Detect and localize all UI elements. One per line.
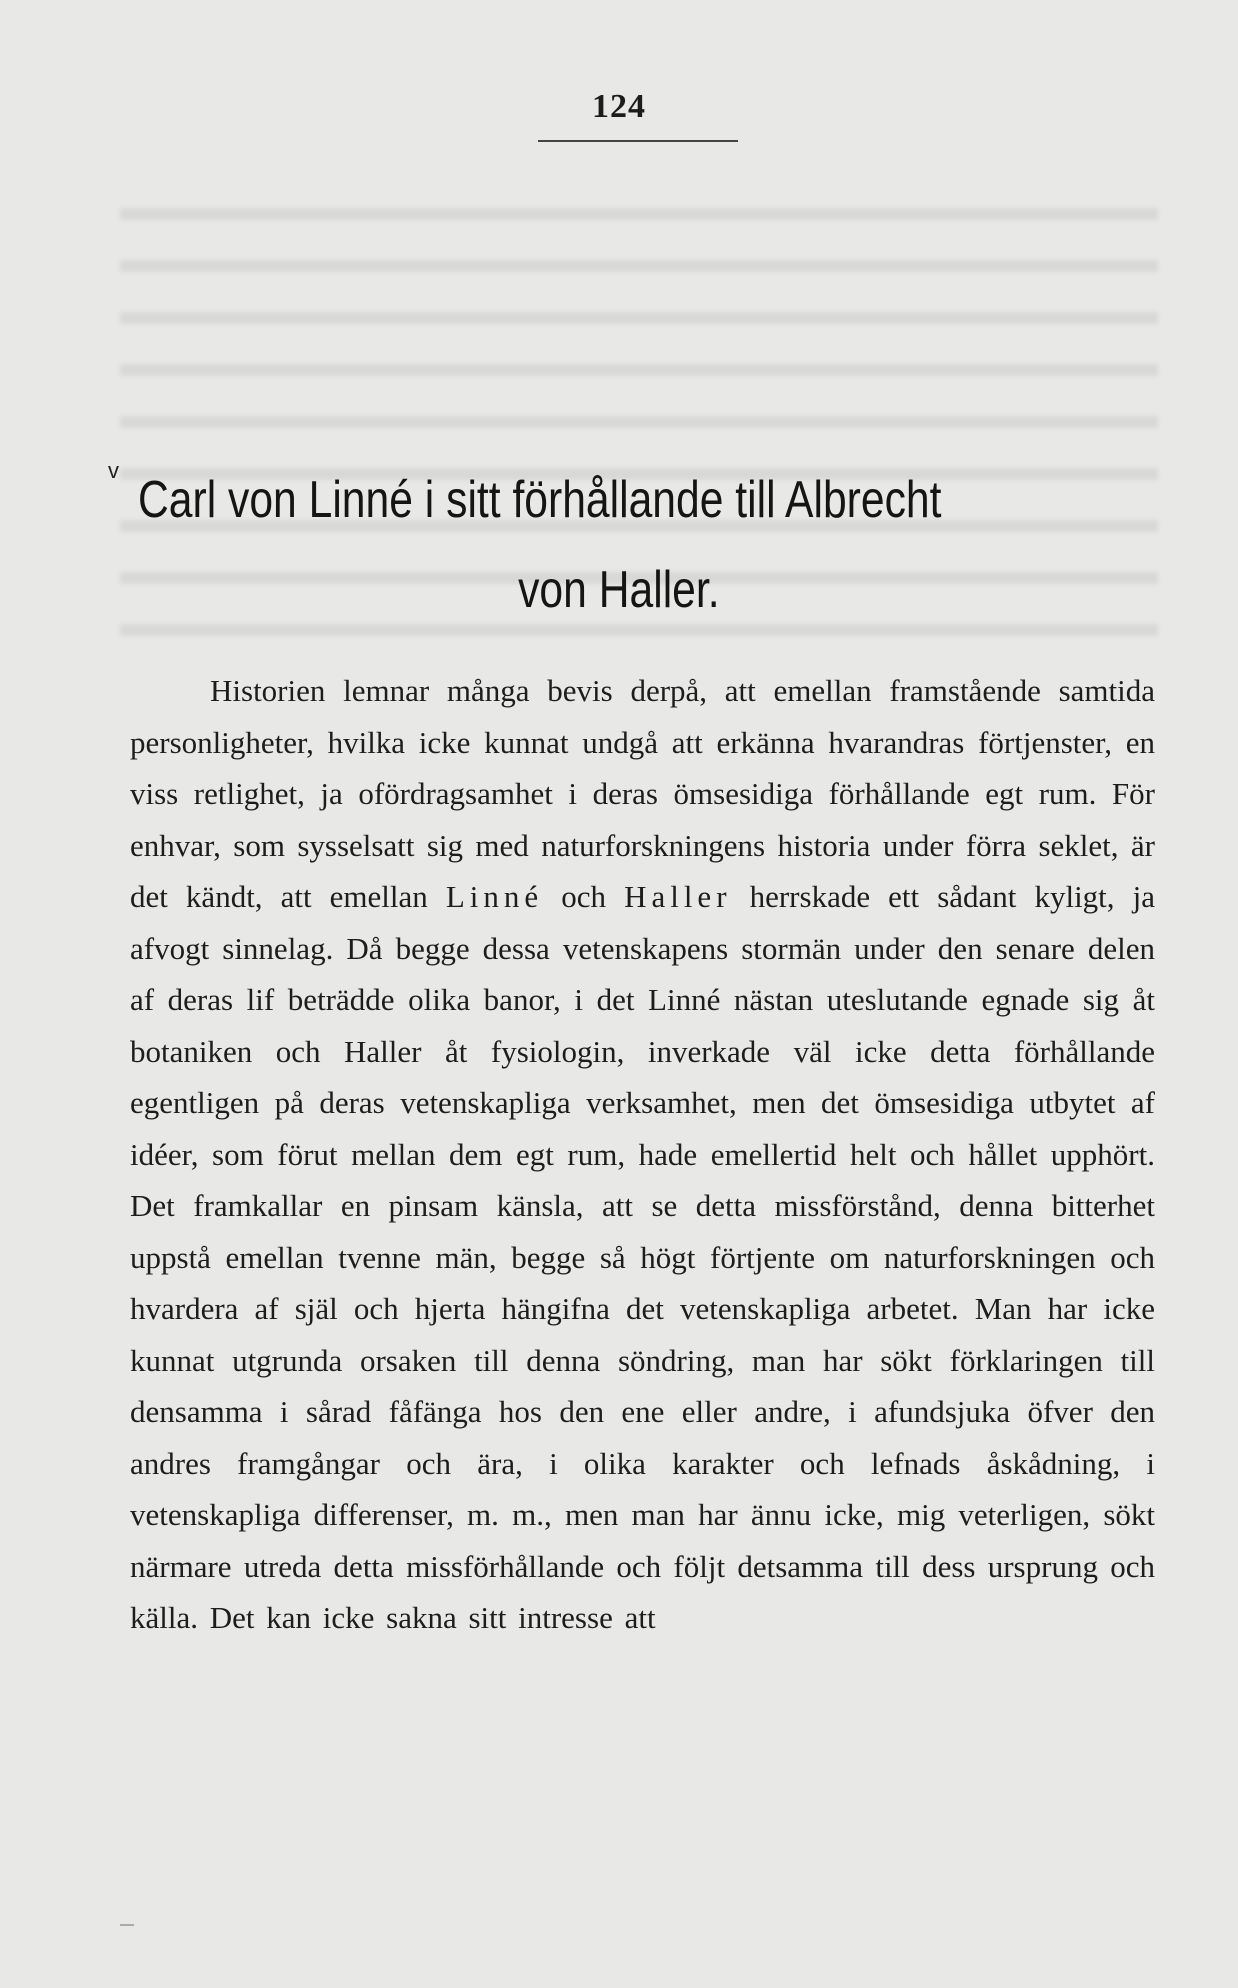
body-text-part-1: Historien lemnar många bevis derpå, att emellan framstående samtida personligheter, hvilka icke kunnat undgå att erkänna hvarandras förtjenster, en viss retlighet, ja ofördragsamhet i deras ömsesidiga förhållande egt rum. För enhvar, som sysselsatt sig med naturforskningens historia under förra seklet, är det kändt, att emellan — [130, 673, 1155, 914]
body-paragraph — [130, 665, 1155, 1644]
handwritten-check-mark: v — [108, 458, 119, 483]
body-text-part-2: och — [543, 879, 625, 914]
name-linne: Linné — [445, 879, 544, 914]
margin-mark — [120, 1924, 134, 1926]
chapter-heading-line-1: Carl von Linné i sitt förhållande till Albrecht — [138, 471, 942, 529]
page-number-rule — [538, 140, 738, 142]
name-haller: Haller — [624, 879, 732, 914]
body-text — [130, 665, 1155, 1644]
body-text-part-3: herrskade ett sådant kyligt, ja afvogt sinnelag. Då begge dessa vetenskapens stormän under den senare delen af deras lif beträdde olika banor, i det Linné nästan uteslutande egnade sig åt botaniken och Haller åt fysiologin, inverkade väl icke detta förhållande egentligen på deras vetenskapliga verksamhet, men det ömsesidiga utbytet af idéer, som förut mellan dem egt rum, hade emellertid helt och hållet upphört. Det framkallar en pinsam känsla, att se detta missförstånd, denna bitterhet uppstå emellan tvenne män, begge så högt förtjente om naturforskningen och hvardera af själ och hjerta hängifna det vetenskapliga arbetet. Man har icke kunnat utgrunda orsaken till denna söndring, man har sökt förklaringen till densamma i sårad fåfänga hos den ene eller andre, i afundsjuka öfver den andres framgångar och ära, i olika karakter och lefnads åskådning, i vetenskapliga differenser, m. m., men man har ännu icke, mig veterligen, sökt närmare utreda detta missförhållande och följt detsamma till dess ursprung och källa. Det kan icke sakna sitt intresse att — [130, 879, 1155, 1635]
chapter-heading-line-2-text: von Haller. — [518, 561, 720, 619]
chapter-heading-line-2 — [0, 550, 1238, 630]
page-number: 124 — [592, 88, 646, 125]
